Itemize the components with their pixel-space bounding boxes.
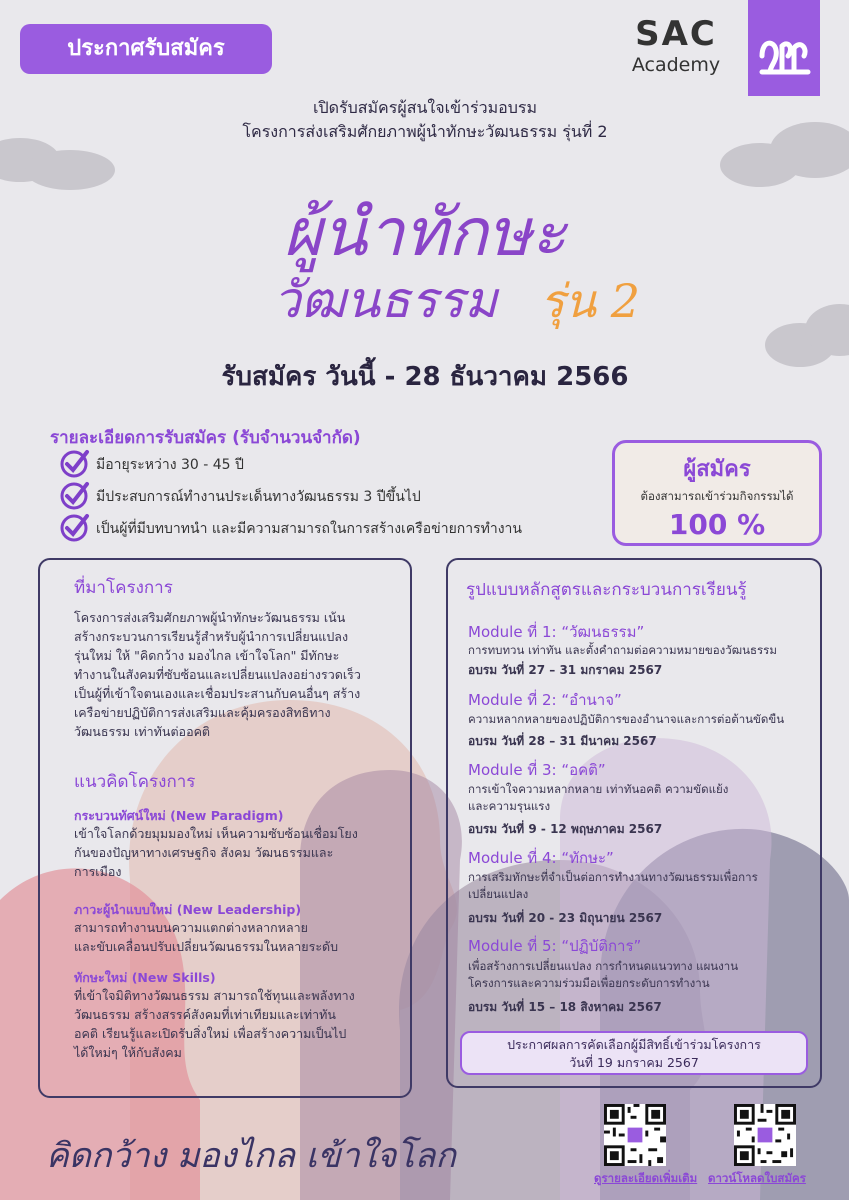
concept-item-text: เข้าใจโลกด้วยมุมมองใหม่ เห็นความซับซ้อนเชื่อมโยง กันของปัญหาทางเศรษฐกิจ สังคม วัฒนธรรมและ การเมือง [74, 826, 358, 879]
main-title [190, 185, 660, 335]
module-desc: เพื่อสร้างการเปลี่ยนแปลง การกำหนดแนวทาง แผนงาน โครงการและความร่วมมือเพื่อยกระดับการทำงาน [468, 959, 739, 990]
curriculum-heading: รูปแบบหลักสูตรและกระบวนการเรียนรู้ [466, 580, 747, 600]
background-heading: ที่มาโครงการ [74, 578, 173, 598]
logo-sub: Academy [631, 54, 721, 76]
slogan: คิดกว้าง มองไกล เข้าใจโลก [46, 1136, 456, 1176]
sac-academy-logo [620, 14, 732, 76]
attendance-percent: 100 % [668, 508, 766, 541]
concept-item-text: สามารถทำงานบนความแตกต่างหลากหลาย และขับเคลื่อนปรับเปลี่ยนวัฒนธรรมในหลายระดับ [74, 920, 339, 954]
applicant-title: ผู้สมัคร [683, 457, 751, 482]
sac-logo-mark-icon [748, 0, 820, 96]
requirement-text: เป็นผู้ที่มีบทบาทนำ และมีความสามารถในการสร้างเครือข่ายการทำงาน [96, 521, 522, 537]
module-desc: การเข้าใจความหลากหลาย เท่าทันอคติ ความขัดแย้ง และความรุนแรง [468, 782, 729, 813]
selection-announcement: ประกาศผลการคัดเลือกผู้มีสิทธิ์เข้าร่วมโครงการ วันที่ 19 มกราคม 2567 [460, 1031, 808, 1075]
module-date: อบรม วันที่ 20 - 23 มิถุนายน 2567 [468, 911, 663, 925]
module-title: Module ที่ 2: “อำนาจ” [468, 691, 622, 709]
module-date: อบรม วันที่ 15 – 18 สิงหาคม 2567 [468, 1000, 662, 1014]
check-icon [60, 512, 90, 542]
module-desc: การทบทวน เท่าทัน และตั้งคำถามต่อความหมายของวัฒนธรรม [468, 643, 777, 657]
requirement-text: มีประสบการณ์ทำงานประเด็นทางวัฒนธรรม 3 ปีขึ้นไป [96, 489, 421, 505]
title-line-2: วัฒนธรรม [272, 271, 498, 329]
module-title: Module ที่ 4: “ทักษะ” [468, 849, 614, 867]
title-line-1: ผู้นำทักษะ [283, 194, 567, 271]
check-icon [60, 480, 90, 510]
details-qr-code-icon[interactable] [604, 1104, 666, 1166]
application-deadline: รับสมัคร วันนี้ - 28 ธันวาคม 2566 [221, 362, 629, 392]
requirement-text: มีอายุระหว่าง 30 - 45 ปี [96, 457, 244, 473]
concept-item-title: กระบวนทัศน์ใหม่ (New Paradigm) [74, 808, 284, 823]
recruitment-badge: ประกาศรับสมัคร [20, 24, 272, 74]
module-title: Module ที่ 3: “อคติ” [468, 761, 606, 779]
applicant-callout [612, 440, 822, 546]
module-date: อบรม วันที่ 9 - 12 พฤษภาคม 2567 [468, 822, 663, 836]
intro-line-1: เปิดรับสมัครผู้สนใจเข้าร่วมอบรม [312, 98, 538, 117]
module-date: อบรม วันที่ 28 – 31 มีนาคม 2567 [468, 734, 657, 748]
applicant-text: ต้องสามารถเข้าร่วมกิจกรรมได้ [640, 489, 794, 503]
concept-item-title: ทักษะใหม่ (New Skills) [74, 970, 216, 985]
requirements-heading: รายละเอียดการรับสมัคร (รับจำนวนจำกัด) [50, 428, 361, 448]
intro-line-2: โครงการส่งเสริมศักยภาพผู้นำทักษะวัฒนธรรม รุ่นที่ 2 [242, 122, 608, 141]
download-form-link[interactable]: ดาวน์โหลดใบสมัคร [708, 1171, 806, 1185]
concept-heading: แนวคิดโครงการ [74, 772, 196, 792]
concept-item-text: ที่เข้าใจมิติทางวัฒนธรรม สามารถใช้ทุนและพลังทาง วัฒนธรรม สร้างสรรค์สังคมที่เท่าเทียมและเท่าทัน อคติ เรียนรู้และเปิดรับสิ่งใหม่ เพื่อสร้างความเป็นไป ได้ใหม่ๆ ให้กับสังคม [74, 988, 355, 1060]
background-text: โครงการส่งเสริมศักยภาพผู้นำทักษะวัฒนธรรม เน้น สร้างกระบวนการเรียนรู้สำหรับผู้นำการเปลี่ยนแปลง รุ่นใหม่ ให้ "คิดกว้าง มองไกล เข้าใจโลก" มีทักษะ ทำงานในสังคมที่ซับซ้อนและเปลี่ยนแปลงอย่างรวดเร็ว เป็นผู้ที่เข้าใจตนเองและเชื่อมประสานกับคนอื่นๆ สร้าง เครือข่ายปฏิบัติการส่งเสริมและคุ้มครองสิทธิทาง วัฒนธรรม เท่าทันต่ออคติ [74, 610, 361, 739]
module-title: Module ที่ 5: “ปฏิบัติการ” [468, 937, 642, 955]
title-cohort: รุ่น 2 [539, 274, 641, 328]
module-title: Module ที่ 1: “วัฒนธรรม” [468, 623, 645, 641]
check-icon [60, 448, 90, 478]
details-link[interactable]: ดูรายละเอียดเพิ่มเติม [594, 1171, 698, 1185]
logo-name: SAC [635, 14, 717, 54]
module-date: อบรม วันที่ 27 – 31 มกราคม 2567 [468, 663, 663, 677]
module-desc: การเสริมทักษะที่จำเป็นต่อการทำงานทางวัฒนธรรมเพื่อการ เปลี่ยนแปลง [468, 870, 758, 901]
concept-item-title: ภาวะผู้นำแบบใหม่ (New Leadership) [74, 902, 302, 917]
download-qr-code-icon[interactable] [734, 1104, 796, 1166]
module-desc: ความหลากหลายของปฏิบัติการของอำนาจและการต่อต้านขัดขืน [468, 712, 785, 726]
